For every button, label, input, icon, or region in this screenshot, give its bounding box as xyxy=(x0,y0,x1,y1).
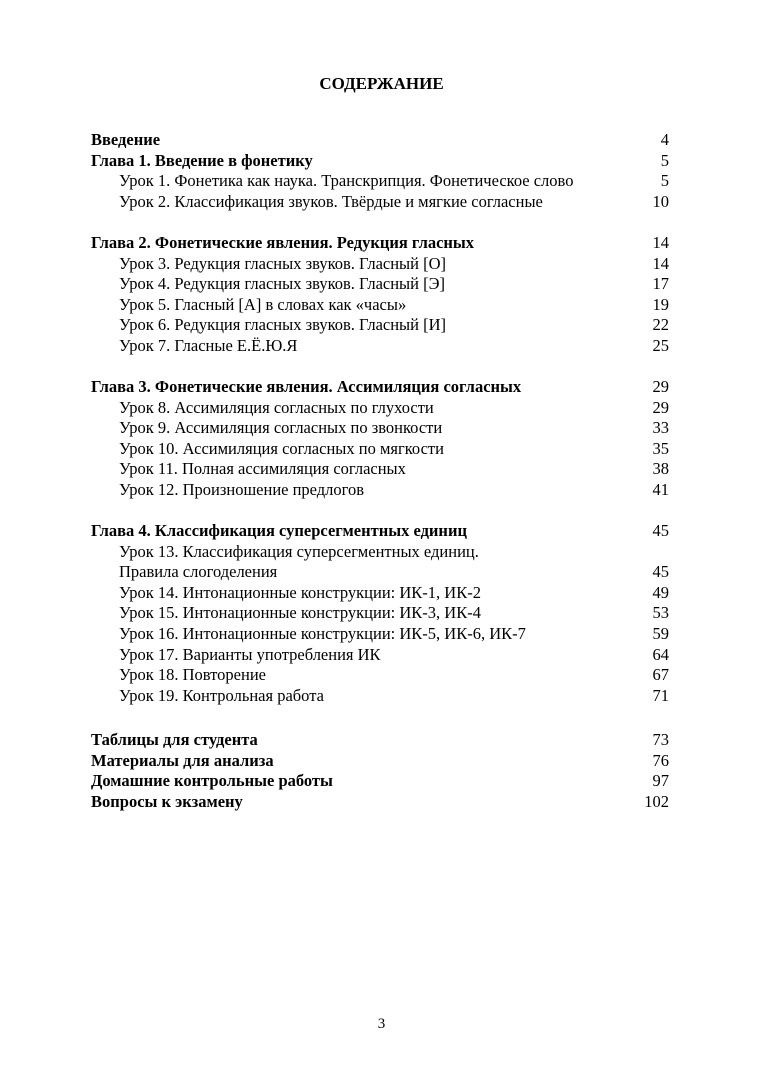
entry-title: Урок 5. Гласный [А] в словах как «часы» xyxy=(119,294,407,314)
toc-title: СОДЕРЖАНИЕ xyxy=(319,74,444,93)
toc-chapter-entry xyxy=(91,233,669,254)
entry-page-number: 19 xyxy=(652,294,669,314)
entry-page-number: 49 xyxy=(652,582,669,602)
toc-chapter-entry xyxy=(91,521,669,542)
toc-group-5 xyxy=(91,730,669,812)
toc-lesson-entry xyxy=(91,583,669,604)
entry-title: Урок 19. Контрольная работа xyxy=(119,685,324,705)
toc-chapter-entry xyxy=(91,377,669,398)
entry-page-number: 14 xyxy=(652,253,669,273)
entry-page-number: 29 xyxy=(652,397,669,417)
toc-lesson-entry xyxy=(91,624,669,645)
entry-page-number: 97 xyxy=(652,771,669,791)
entry-page-number: 29 xyxy=(652,377,669,396)
entry-page-number: 41 xyxy=(652,479,669,499)
entry-title: Урок 13. Классификация суперсегментных единиц. xyxy=(119,541,479,561)
entry-title: Урок 11. Полная ассимиляция согласных xyxy=(119,459,406,479)
entry-page-number: 22 xyxy=(652,315,669,335)
entry-page-number: 73 xyxy=(652,730,669,749)
toc-lesson-entry xyxy=(91,336,669,357)
entry-title: Урок 8. Ассимиляция согласных по глухости xyxy=(119,397,434,417)
entry-title: Урок 7. Гласные Е.Ё.Ю.Я xyxy=(119,335,298,355)
toc-group-3 xyxy=(91,377,669,501)
toc-lesson-entry xyxy=(91,274,669,295)
toc-lesson-entry xyxy=(91,480,669,501)
entry-page-number: 53 xyxy=(652,603,669,623)
toc-chapter-entry xyxy=(91,151,669,172)
entry-page-number: 4 xyxy=(660,130,669,149)
entry-title: Глава 1. Введение в фонетику xyxy=(91,150,313,170)
toc-lesson-entry xyxy=(91,439,669,460)
entry-page-number: 10 xyxy=(652,191,669,211)
toc-lesson-entry xyxy=(91,645,669,666)
toc-lesson-entry xyxy=(91,459,669,480)
toc-group-4 xyxy=(91,521,669,706)
entry-title: Урок 16. Интонационные конструкции: ИК-5, ИК-6, ИК-7 xyxy=(119,623,526,643)
entry-title: Материалы для анализа xyxy=(91,750,274,770)
entry-title: Вопросы к экзамену xyxy=(91,791,243,811)
entry-page-number: 14 xyxy=(652,233,669,252)
entry-page-number: 35 xyxy=(652,438,669,458)
toc-lesson-entry xyxy=(91,665,669,686)
toc-lesson-entry xyxy=(91,171,669,192)
toc-lesson-entry xyxy=(91,418,669,439)
entry-page-number: 67 xyxy=(652,665,669,685)
toc-lesson-entry xyxy=(91,315,669,336)
toc-lesson-entry xyxy=(91,562,669,583)
entry-title: Глава 2. Фонетические явления. Редукция гласных xyxy=(91,233,475,252)
entry-title: Урок 10. Ассимиляция согласных по мягкости xyxy=(119,438,444,458)
toc-chapter-entry xyxy=(91,771,669,792)
toc-lesson-entry xyxy=(91,254,669,275)
entry-title: Урок 15. Интонационные конструкции: ИК-3, ИК-4 xyxy=(119,603,481,623)
toc-lesson-entry xyxy=(91,398,669,419)
entry-title: Глава 3. Фонетические явления. Ассимиляция согласных xyxy=(91,377,522,396)
entry-page-number: 71 xyxy=(652,685,669,705)
toc-chapter-entry xyxy=(91,751,669,772)
entry-title: Урок 9. Ассимиляция согласных по звонкости xyxy=(119,418,443,438)
entry-title: Урок 3. Редукция гласных звуков. Гласный [О] xyxy=(119,253,446,273)
entry-page-number: 76 xyxy=(652,750,669,770)
entry-title: Таблицы для студента xyxy=(91,730,258,749)
entry-title: Урок 6. Редукция гласных звуков. Гласный [И] xyxy=(119,315,446,335)
page-number: 3 xyxy=(377,1016,386,1032)
entry-page-number: 5 xyxy=(660,150,669,170)
toc-chapter-entry xyxy=(91,792,669,813)
toc-group-1 xyxy=(91,130,669,212)
toc-lesson-entry xyxy=(91,192,669,213)
entry-page-number: 102 xyxy=(644,791,669,811)
entry-page-number: 59 xyxy=(652,623,669,643)
entry-title: Урок 17. Варианты употребления ИК xyxy=(119,644,381,664)
entry-page-number: 45 xyxy=(652,562,669,582)
toc-lesson-entry xyxy=(91,686,669,707)
entry-page-number: 45 xyxy=(652,521,669,540)
entry-title: Урок 2. Классификация звуков. Твёрдые и мягкие согласные xyxy=(119,191,543,211)
entry-title: Глава 4. Классификация суперсегментных единиц xyxy=(91,521,467,540)
entry-page-number: 33 xyxy=(652,418,669,438)
entry-page-number: 5 xyxy=(660,171,669,191)
entry-title: Урок 1. Фонетика как наука. Транскрипция. Фонетическое слово xyxy=(119,171,574,191)
entry-page-number: 38 xyxy=(652,459,669,479)
toc-group-2 xyxy=(91,233,669,357)
entry-title: Урок 12. Произношение предлогов xyxy=(119,479,365,499)
toc-lesson-entry xyxy=(91,542,669,563)
toc-lesson-entry xyxy=(91,295,669,316)
entry-page-number: 25 xyxy=(652,335,669,355)
entry-title: Урок 14. Интонационные конструкции: ИК-1, ИК-2 xyxy=(119,582,481,602)
entry-title: Домашние контрольные работы xyxy=(91,771,333,791)
toc-chapter-entry xyxy=(91,130,669,151)
entry-title: Урок 4. Редукция гласных звуков. Гласный [Э] xyxy=(119,274,445,294)
entry-page-number: 64 xyxy=(652,644,669,664)
entry-title: Введение xyxy=(91,130,161,149)
entry-page-number: 17 xyxy=(652,274,669,294)
toc-chapter-entry xyxy=(91,730,669,751)
toc-lesson-entry xyxy=(91,603,669,624)
entry-title: Правила слогоделения xyxy=(119,562,278,582)
entry-title: Урок 18. Повторение xyxy=(119,665,266,685)
